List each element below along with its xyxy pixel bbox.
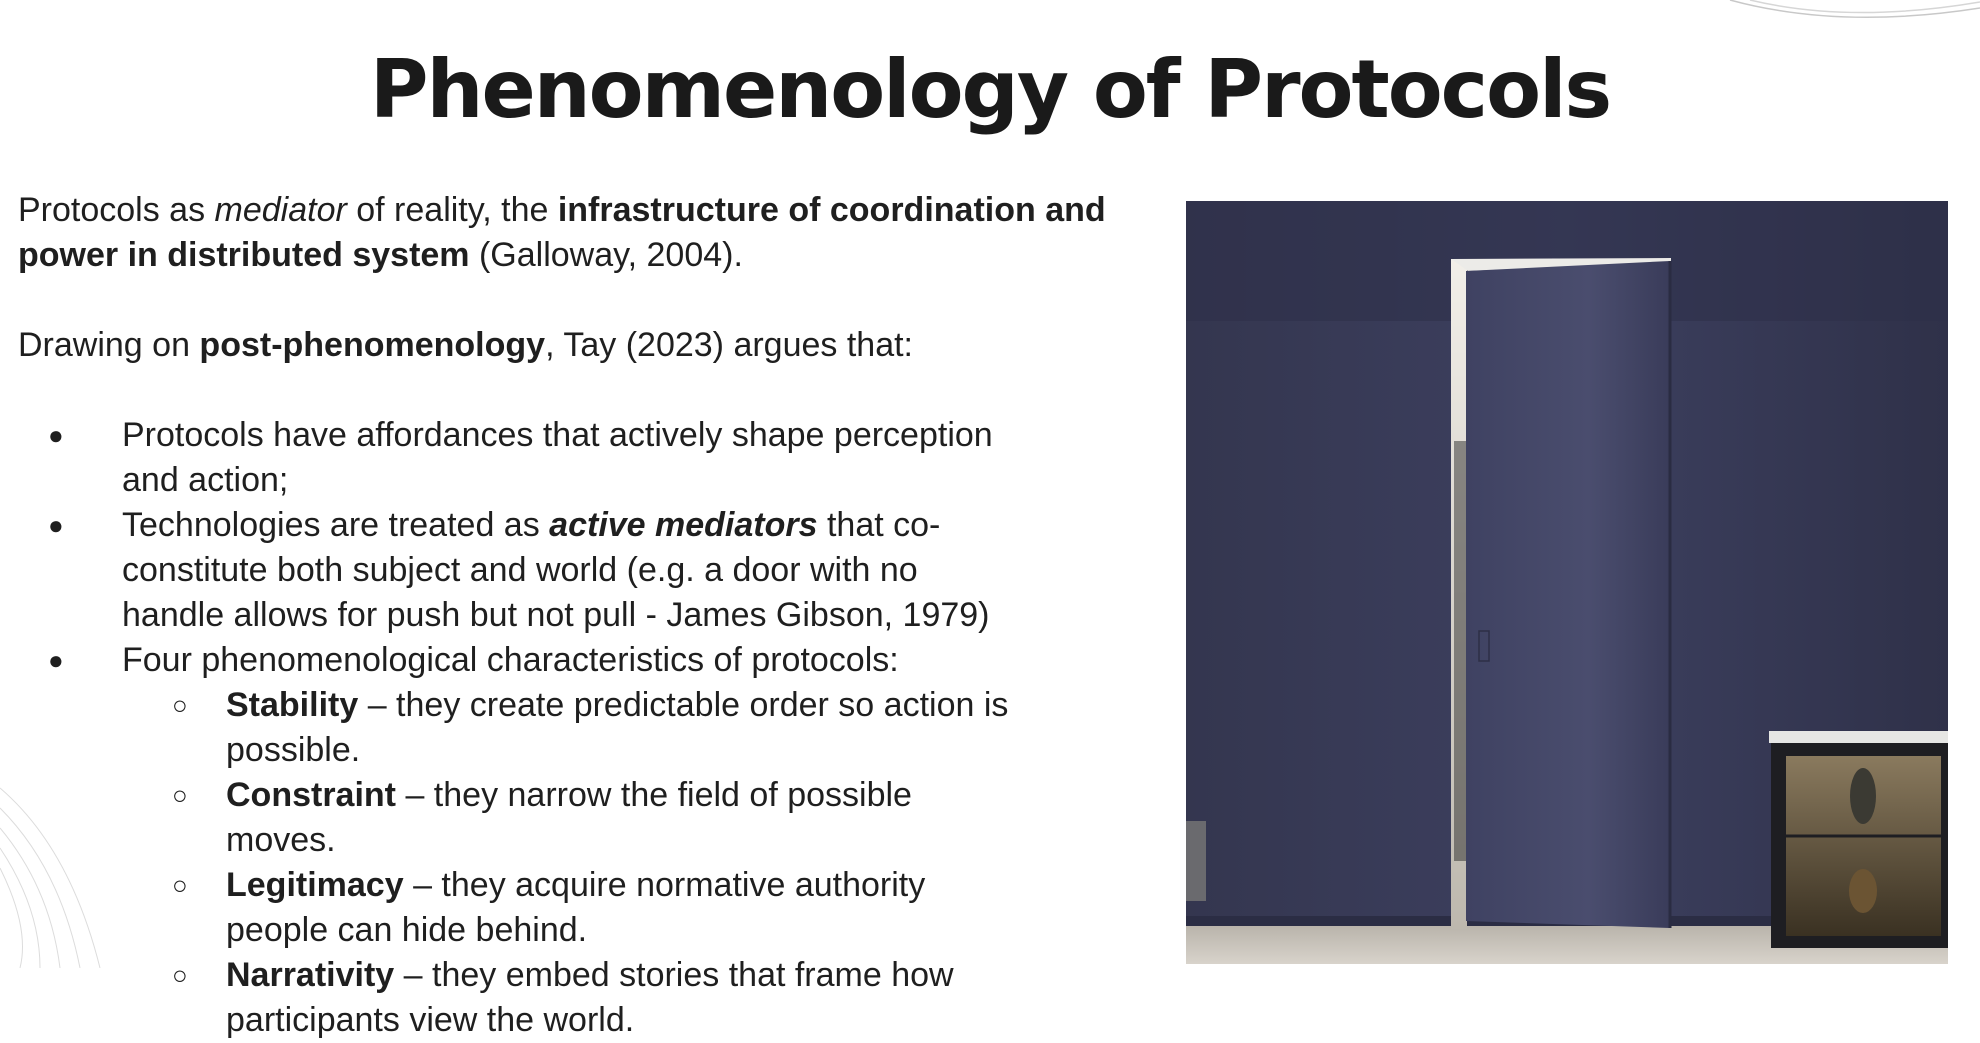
sub-bullet-marker: ○ [172,960,188,990]
list-item [18,503,1018,638]
sub-list-item [122,863,1018,953]
list-item [18,638,1018,1043]
sub-bullet-marker: ○ [172,690,188,720]
intro-text-3: of reality, the [346,191,558,229]
bullet-list [18,413,1018,1043]
bullet-marker: ● [48,420,64,450]
intro-text-1: Protocols as [18,191,215,229]
characteristic-term: Legitimacy [226,866,404,904]
characteristic-desc: – they embed stories that frame how participants view the world. [226,956,954,1039]
intro-citation: (Galloway, 2004). [469,236,743,274]
bullet-bold-italic: active mediators [549,506,818,544]
bullet-text: Technologies are treated as [122,506,550,544]
characteristic-desc: – they narrow the field of possible moves. [226,776,912,859]
bullet-text: Protocols have affordances that actively shape perception and action; [122,416,993,499]
bullet-marker: ● [48,510,64,540]
door-illustration [1186,201,1948,964]
para2-text-1: Drawing on [18,326,200,364]
door-photo [1186,201,1948,964]
list-item [18,413,1018,503]
para2-text-3: , Tay (2023) argues that: [545,326,914,364]
bullet-marker: ● [48,645,64,675]
bullet-text: Four phenomenological characteristics of protocols: [122,641,899,679]
sub-bullet-marker: ○ [172,780,188,810]
intro-italic-mediator: mediator [214,191,347,229]
sub-list-item [122,773,1018,863]
sub-bullet-marker: ○ [172,870,188,900]
characteristic-term: Stability [226,686,359,724]
intro-paragraph [18,188,1148,278]
sub-bullet-list [122,683,1018,1043]
sub-list-item [122,683,1018,773]
characteristic-term: Constraint [226,776,396,814]
sub-list-item [122,953,1018,1043]
bullet-text: that co-constitute both subject and world (e.g. a door with no handle allows for push but not pull - James Gibson, 1979) [122,506,990,634]
para2-bold: post-phenomenology [199,326,546,364]
characteristic-desc: – they acquire normative authority people can hide behind. [226,866,926,949]
characteristic-term: Narrativity [226,956,395,994]
intro-bold-infrastructure: infrastructure of coordination and power in distributed system [18,191,1106,274]
slide-title: Phenomenology of Protocols [369,43,1611,136]
second-paragraph [18,323,1168,368]
characteristic-desc: – they create predictable order so action is possible. [226,686,1009,769]
decorative-arc-lines [1720,0,1980,30]
slide-body-main [18,188,1168,1043]
